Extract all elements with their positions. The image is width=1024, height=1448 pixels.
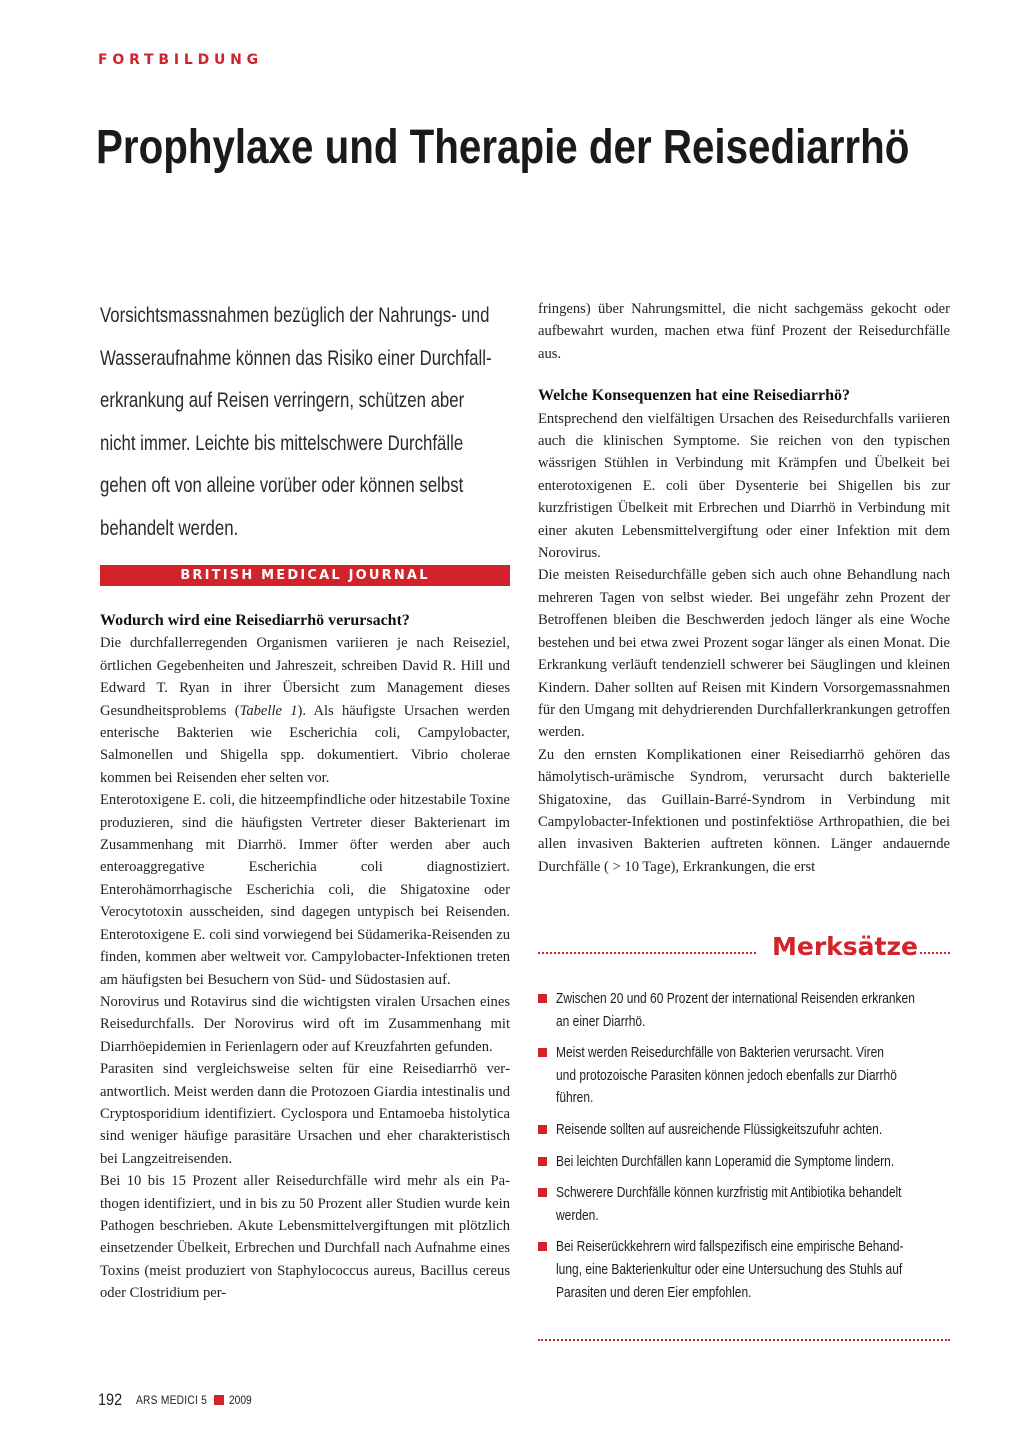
square-separator-icon <box>214 1395 224 1405</box>
list-item-line: Bei leichten Durchfällen kann Loperamid die Symptome lindern. <box>556 1152 895 1170</box>
list-item-line: Bei Reiserückkehrern wird fallspezifisch eine empirische Behand- <box>556 1238 904 1256</box>
merksaetze-header <box>538 930 950 964</box>
list-item <box>538 988 950 1033</box>
page-footer <box>98 1388 256 1412</box>
list-item-line: lung, eine Bakterienkultur oder eine Untersuchung des Stuhls auf <box>556 1260 903 1278</box>
dotted-rule <box>920 952 950 954</box>
list-item-line: und protozoische Parasiten können jedoch ebenfalls zur Diarrhö <box>556 1066 897 1084</box>
source-banner: BRITISH MEDICAL JOURNAL <box>100 565 510 586</box>
section-heading: Wodurch wird eine Reisediarrhö verursacht? <box>100 612 410 629</box>
article-title: Prophylaxe und Therapie der Reisediarrhö <box>96 121 910 174</box>
body-paragraph: Zu den ernsten Komplikationen einer Reisediarrhö gehören das hämolytisch-urämische Syndrom, verursacht durch bakterielle Shigatoxine, das Guillain-Barré-Syndrom in Verbindung mit Campylobacter-Infektionen und postinfektiöse Arthropathien, die bei allen invasiven Bakterien auftreten können. Länger andauernde Durchfälle ( > 10 Tage), Erkrankungen, die erst <box>538 746 950 875</box>
merksaetze-list <box>538 988 950 1313</box>
right-column <box>538 298 950 878</box>
body-paragraph: Parasiten sind vergleichsweise selten für eine Reisediarrhö verantwortlich. Meist werden dann die Protozoen Giardia intestinalis und Cryptosporidium identifiziert. Cyclospora und Entamoeba histolytica sind weniger häufige parasitäre Ursachen und eher charakteristisch bei Langzeitreisenden. <box>100 1061 510 1167</box>
dotted-rule <box>538 1339 950 1341</box>
lead-line: Wasseraufnahme können das Risiko einer Durchfall- <box>100 346 492 370</box>
issue-year: 2009 <box>229 1393 252 1407</box>
square-bullet-icon <box>538 1188 547 1197</box>
spacer <box>538 365 950 385</box>
body-paragraph: Die meisten Reisedurchfälle geben sich auch ohne Behandlung nach mehreren Tagen von selbst wieder. Bei ungefähr zehn Prozent der Betroffenen bleiben die Beschwerden jedoch länger als eine Woche bestehen und bei etwa zwei Prozent sogar länger als einen Monat. Die Erkrankung verläuft tendenziell schwerer bei Säuglingen und kleinen Kindern. Daher sollten auf Reisen mit Kindern Vorsorgemassnahmen für den Umgang mit dehydrierenden Durchfallerkrankungen getroffen werden. <box>538 567 950 741</box>
page-number: 192 <box>98 1390 123 1409</box>
list-item <box>538 1119 950 1142</box>
list-item-line: führen. <box>556 1089 594 1107</box>
body-paragraph: Bei 10 bis 15 Prozent aller Reisedurchfälle wird mehr als ein Pathogen identifiziert, und in bis zu 50 Prozent aller Studien wurde kein Pathogen beschrieben. Akute Lebensmittelvergiftungen mit plötzlich einsetzender Übelkeit, Erbrechen und Durchfall nach Aufnahme eines Toxins (meist produziert von Staphylococcus aureus, Bacillus cereus oder Clostridium per- <box>100 1173 510 1302</box>
body-text: Die durchfallerregenden Organismen variieren je nach Reiseziel, örtlichen Gegebenheiten und Jahreszeit, schreiben David R. Hill und Edward T. Ryan in ihrer Übersicht zum Management dieses Gesundheitsproblems ( <box>100 635 510 719</box>
lead-line: gehen oft von alleine vorüber oder können selbst <box>100 474 464 498</box>
merksaetze-title: Merksätze <box>772 932 918 961</box>
square-bullet-icon <box>538 994 547 1003</box>
body-paragraph: Entsprechend den vielfältigen Ursachen des Reisedurchfalls variieren auch die klinischen Symptome. Sie reichen von den typischen wässrigen Stühlen in Verbindung mit Krämpfen und Übelkeit bei enterotoxigenen E. coli über Dysenterie bei Shigellen bis zur kurzfristigen Übelkeit mit Erbrechen und Diarrhö in Verbindung mit einer akuten Lebensmittelvergiftung oder einer Infektion mit dem Norovirus. <box>538 410 950 562</box>
list-item-line: werden. <box>556 1206 599 1224</box>
lead-line: nicht immer. Leichte bis mittelschwere Durchfälle <box>100 431 464 455</box>
body-paragraph: Norovirus und Rotavirus sind die wichtigsten viralen Ursachen eines Reisedurchfalls. Der Norovirus wird oft im Zusammenhang mit Diarrhöepidemien in Ferienlagern oder auf Kreuzfahrten gefunden. <box>100 993 510 1055</box>
lead-line: behandelt werden. <box>100 516 239 540</box>
list-item-line: Schwerere Durchfälle können kurzfristig mit Antibiotika behandelt <box>556 1184 902 1202</box>
list-item <box>538 1182 950 1227</box>
lead-paragraph <box>100 295 510 551</box>
list-item-line: Zwischen 20 und 60 Prozent der international Reisenden erkranken <box>556 990 915 1007</box>
square-bullet-icon <box>538 1157 547 1166</box>
lead-line: Vorsichtsmassnahmen bezüglich der Nahrungs- und <box>100 304 490 327</box>
list-item-line: an einer Diarrhö. <box>556 1012 646 1030</box>
section-label: FORTBILDUNG <box>98 52 263 68</box>
list-item <box>538 1042 950 1110</box>
journal-name: ARS MEDICI 5 <box>136 1393 208 1407</box>
list-item-line: Parasiten und deren Eier empfohlen. <box>556 1283 752 1301</box>
lead-line: erkrankung auf Reisen verringern, schützen aber <box>100 389 465 413</box>
body-paragraph: Enterotoxigene E. coli, die hitzeempfindliche oder hitzestabile Toxine produzieren, sind die häufigsten Vertreter dieser Bakterienart im Zusammenhang mit Diarrhö. Immer öfter werden aber auch enteroaggregative Escherichia coli diagnostiziert. Enterohämorrhagische Escherichia coli, die Shigatoxine oder Verocytotoxin ausscheiden, sind dagegen untypisch bei Reisenden. Enterotoxigene E. coli sind vorwiegend bei Südamerika-Reisenden zu finden, kommen aber weltweit vor. Campylobacter-Infektionen treten am häufigsten bei Besuchern von Süd- und Südostasien auf. <box>100 792 510 988</box>
section-heading: Welche Konsequenzen hat eine Reisediarrhö? <box>538 387 850 405</box>
list-item <box>538 1151 950 1174</box>
square-bullet-icon <box>538 1048 547 1057</box>
body-text: ). Als häufigste Ursachen werden enterische Bakterien wie Escherichia coli, Campylobacter, Salmonellen und Shigella spp. dokumentiert. Vibrio cholerae kommen bei Reisenden eher selten vor. <box>100 702 510 786</box>
list-item-line: Reisende sollten auf ausreichende Flüssigkeitszufuhr achten. <box>556 1120 883 1138</box>
body-paragraph: fringens) über Nahrungsmittel, die nicht sachgemäss gekocht oder aufbewahrt wurden, machen etwa fünf Prozent der Reisedurchfälle aus. <box>538 301 950 362</box>
table-reference: Tabelle 1 <box>239 702 298 719</box>
left-column <box>100 610 510 1305</box>
dotted-rule <box>538 952 756 954</box>
list-item <box>538 1236 950 1304</box>
square-bullet-icon <box>538 1125 547 1134</box>
square-bullet-icon <box>538 1242 547 1251</box>
body-paragraph <box>100 632 510 789</box>
list-item-line: Meist werden Reisedurchfälle von Bakterien verursacht. Viren <box>556 1044 884 1062</box>
